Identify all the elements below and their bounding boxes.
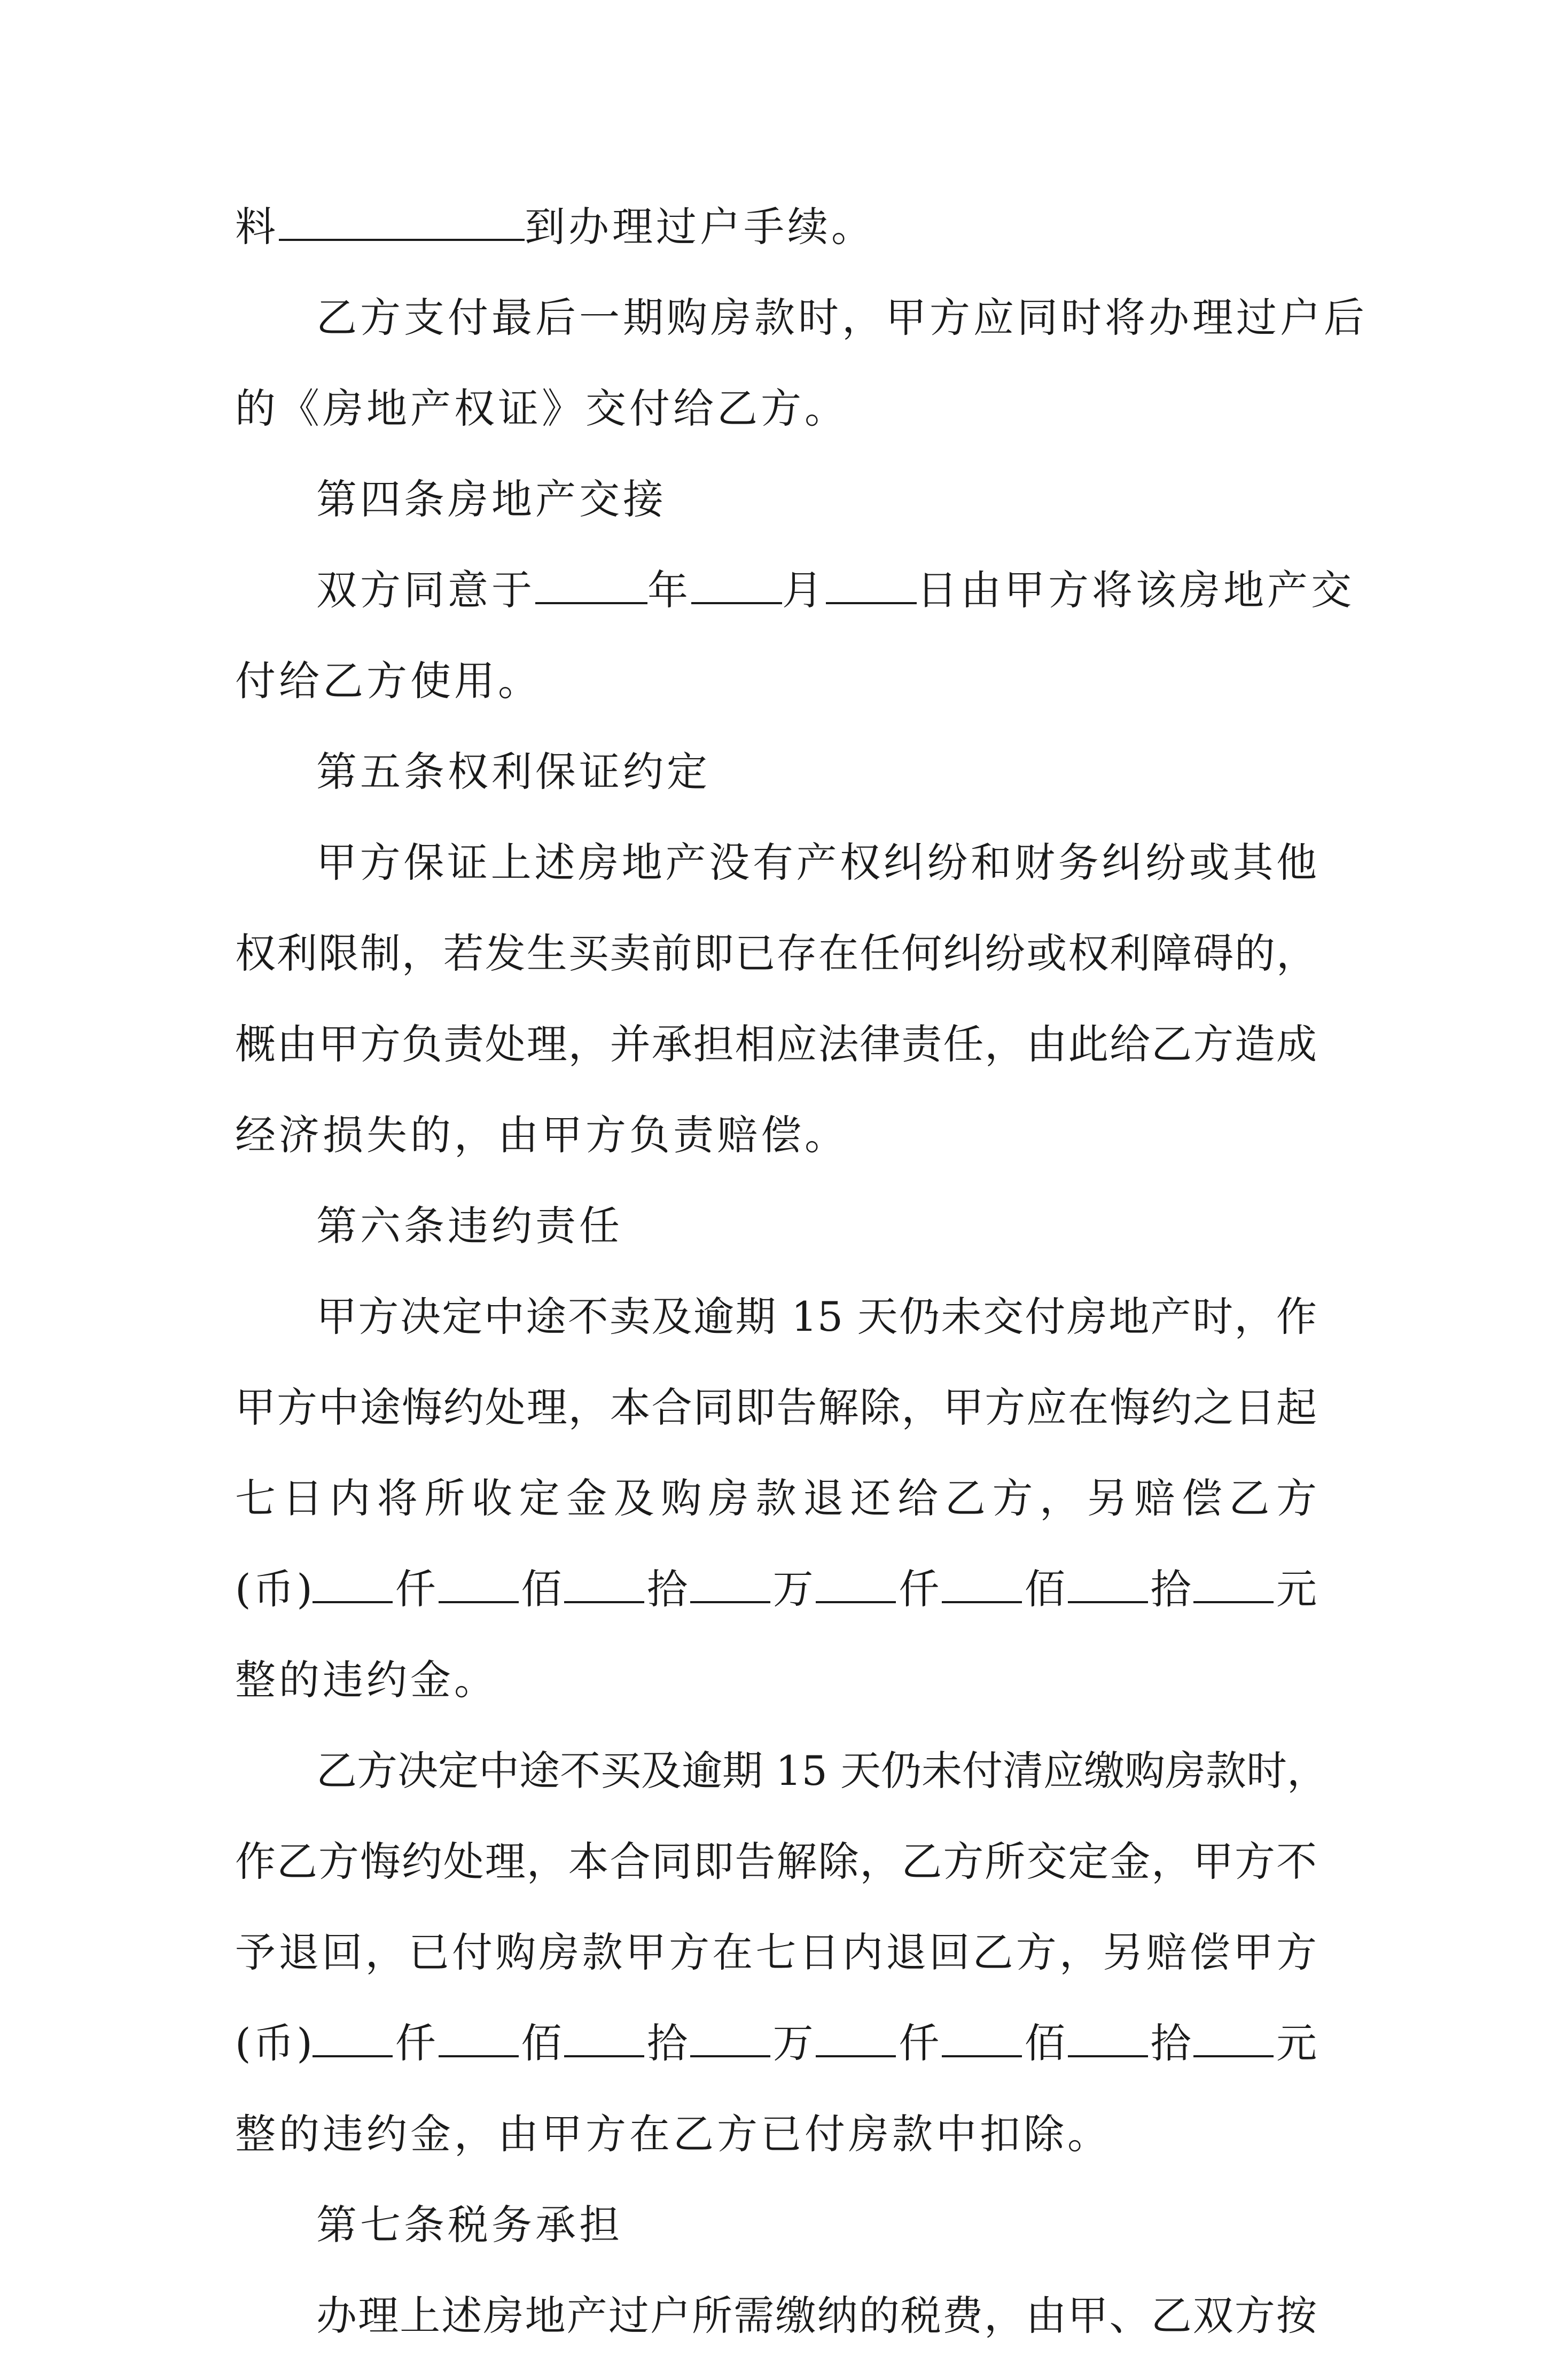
amount-blank[interactable]	[942, 2018, 1022, 2057]
amount-blank[interactable]	[690, 1564, 770, 1603]
text-line-3: 的《房地产权证》交付给乙方。	[235, 385, 848, 432]
document-page	[235, 200, 1368, 2380]
amount-blank[interactable]	[1068, 1564, 1148, 1603]
text-line-6: 付给乙方使用。	[235, 657, 542, 705]
paragraph-buyer-breach: 乙方决定中途不买及逾期 15 天仍未付清应缴购房款时，	[316, 1747, 1328, 1794]
paragraph-final-payment: 乙方支付最后一期购房款时，甲方应同时将办理过户后	[316, 294, 1368, 341]
paragraph-tax: 办理上述房地产过户所需缴纳的税费，由甲、乙双方按	[316, 2292, 1317, 2339]
amount-blank[interactable]	[313, 1564, 393, 1603]
article-5-heading: 第五条权利保证约定	[316, 748, 710, 795]
text-line-15: 七日内将所收定金及购房款退还给乙方，另赔偿乙方	[235, 1474, 1317, 1522]
amount-blank[interactable]	[439, 2018, 519, 2057]
amount-blank[interactable]	[1193, 1564, 1274, 1603]
text-line-20: 予退回，已付购房款甲方在七日内退回乙方，另赔偿甲方	[235, 1929, 1317, 1976]
amount-line-buyer: (币) 仟 佰 拾 万 仟 佰 拾 元	[235, 2017, 1317, 2108]
text-line-19: 作乙方悔约处理，本合同即告解除，乙方所交定金，甲方不	[235, 1838, 1317, 1885]
blank-field[interactable]	[279, 201, 525, 241]
handover-date-line: 双方同意于 年 月 日由甲方将该房地产交	[235, 564, 1317, 654]
amount-blank[interactable]	[313, 2018, 393, 2057]
paragraph-rights: 甲方保证上述房地产没有产权纠纷和财务纠纷或其他	[316, 839, 1317, 886]
paragraph-seller-breach: 甲方决定中途不卖及逾期 15 天仍未交付房地产时，作	[316, 1293, 1317, 1340]
amount-blank[interactable]	[816, 2018, 896, 2057]
text-line-9: 权利限制，若发生买卖前即已存在任何纠纷或权利障碍的，	[235, 930, 1317, 977]
text-line-22: 整的违约金，由甲方在乙方已付房款中扣除。	[235, 2110, 1111, 2158]
amount-blank[interactable]	[564, 1564, 644, 1603]
amount-blank[interactable]	[439, 1564, 519, 1603]
amount-blank[interactable]	[1193, 2018, 1274, 2057]
amount-blank[interactable]	[942, 1564, 1022, 1603]
day-blank[interactable]	[826, 565, 917, 604]
text-line-14: 甲方中途悔约处理，本合同即告解除，甲方应在悔约之日起	[235, 1384, 1317, 1431]
amount-blank[interactable]	[816, 1564, 896, 1603]
amount-line-seller: (币) 仟 佰 拾 万 仟 佰 拾 元	[235, 1563, 1317, 1653]
month-blank[interactable]	[691, 565, 782, 604]
text-line-17: 整的违约金。	[235, 1656, 498, 1704]
text-line-1: 料 到办理过户手续。	[235, 200, 1317, 291]
article-4-heading: 第四条房地产交接	[316, 475, 667, 523]
amount-blank[interactable]	[564, 2018, 644, 2057]
article-6-heading: 第六条违约责任	[316, 1202, 623, 1250]
text-line-10: 概由甲方负责处理，并承担相应法律责任，由此给乙方造成	[235, 1020, 1317, 1068]
text-line-11: 经济损失的，由甲方负责赔偿。	[235, 1111, 848, 1159]
article-7-heading: 第七条税务承担	[316, 2201, 623, 2249]
year-blank[interactable]	[535, 565, 647, 604]
amount-blank[interactable]	[690, 2018, 770, 2057]
amount-blank[interactable]	[1068, 2018, 1148, 2057]
